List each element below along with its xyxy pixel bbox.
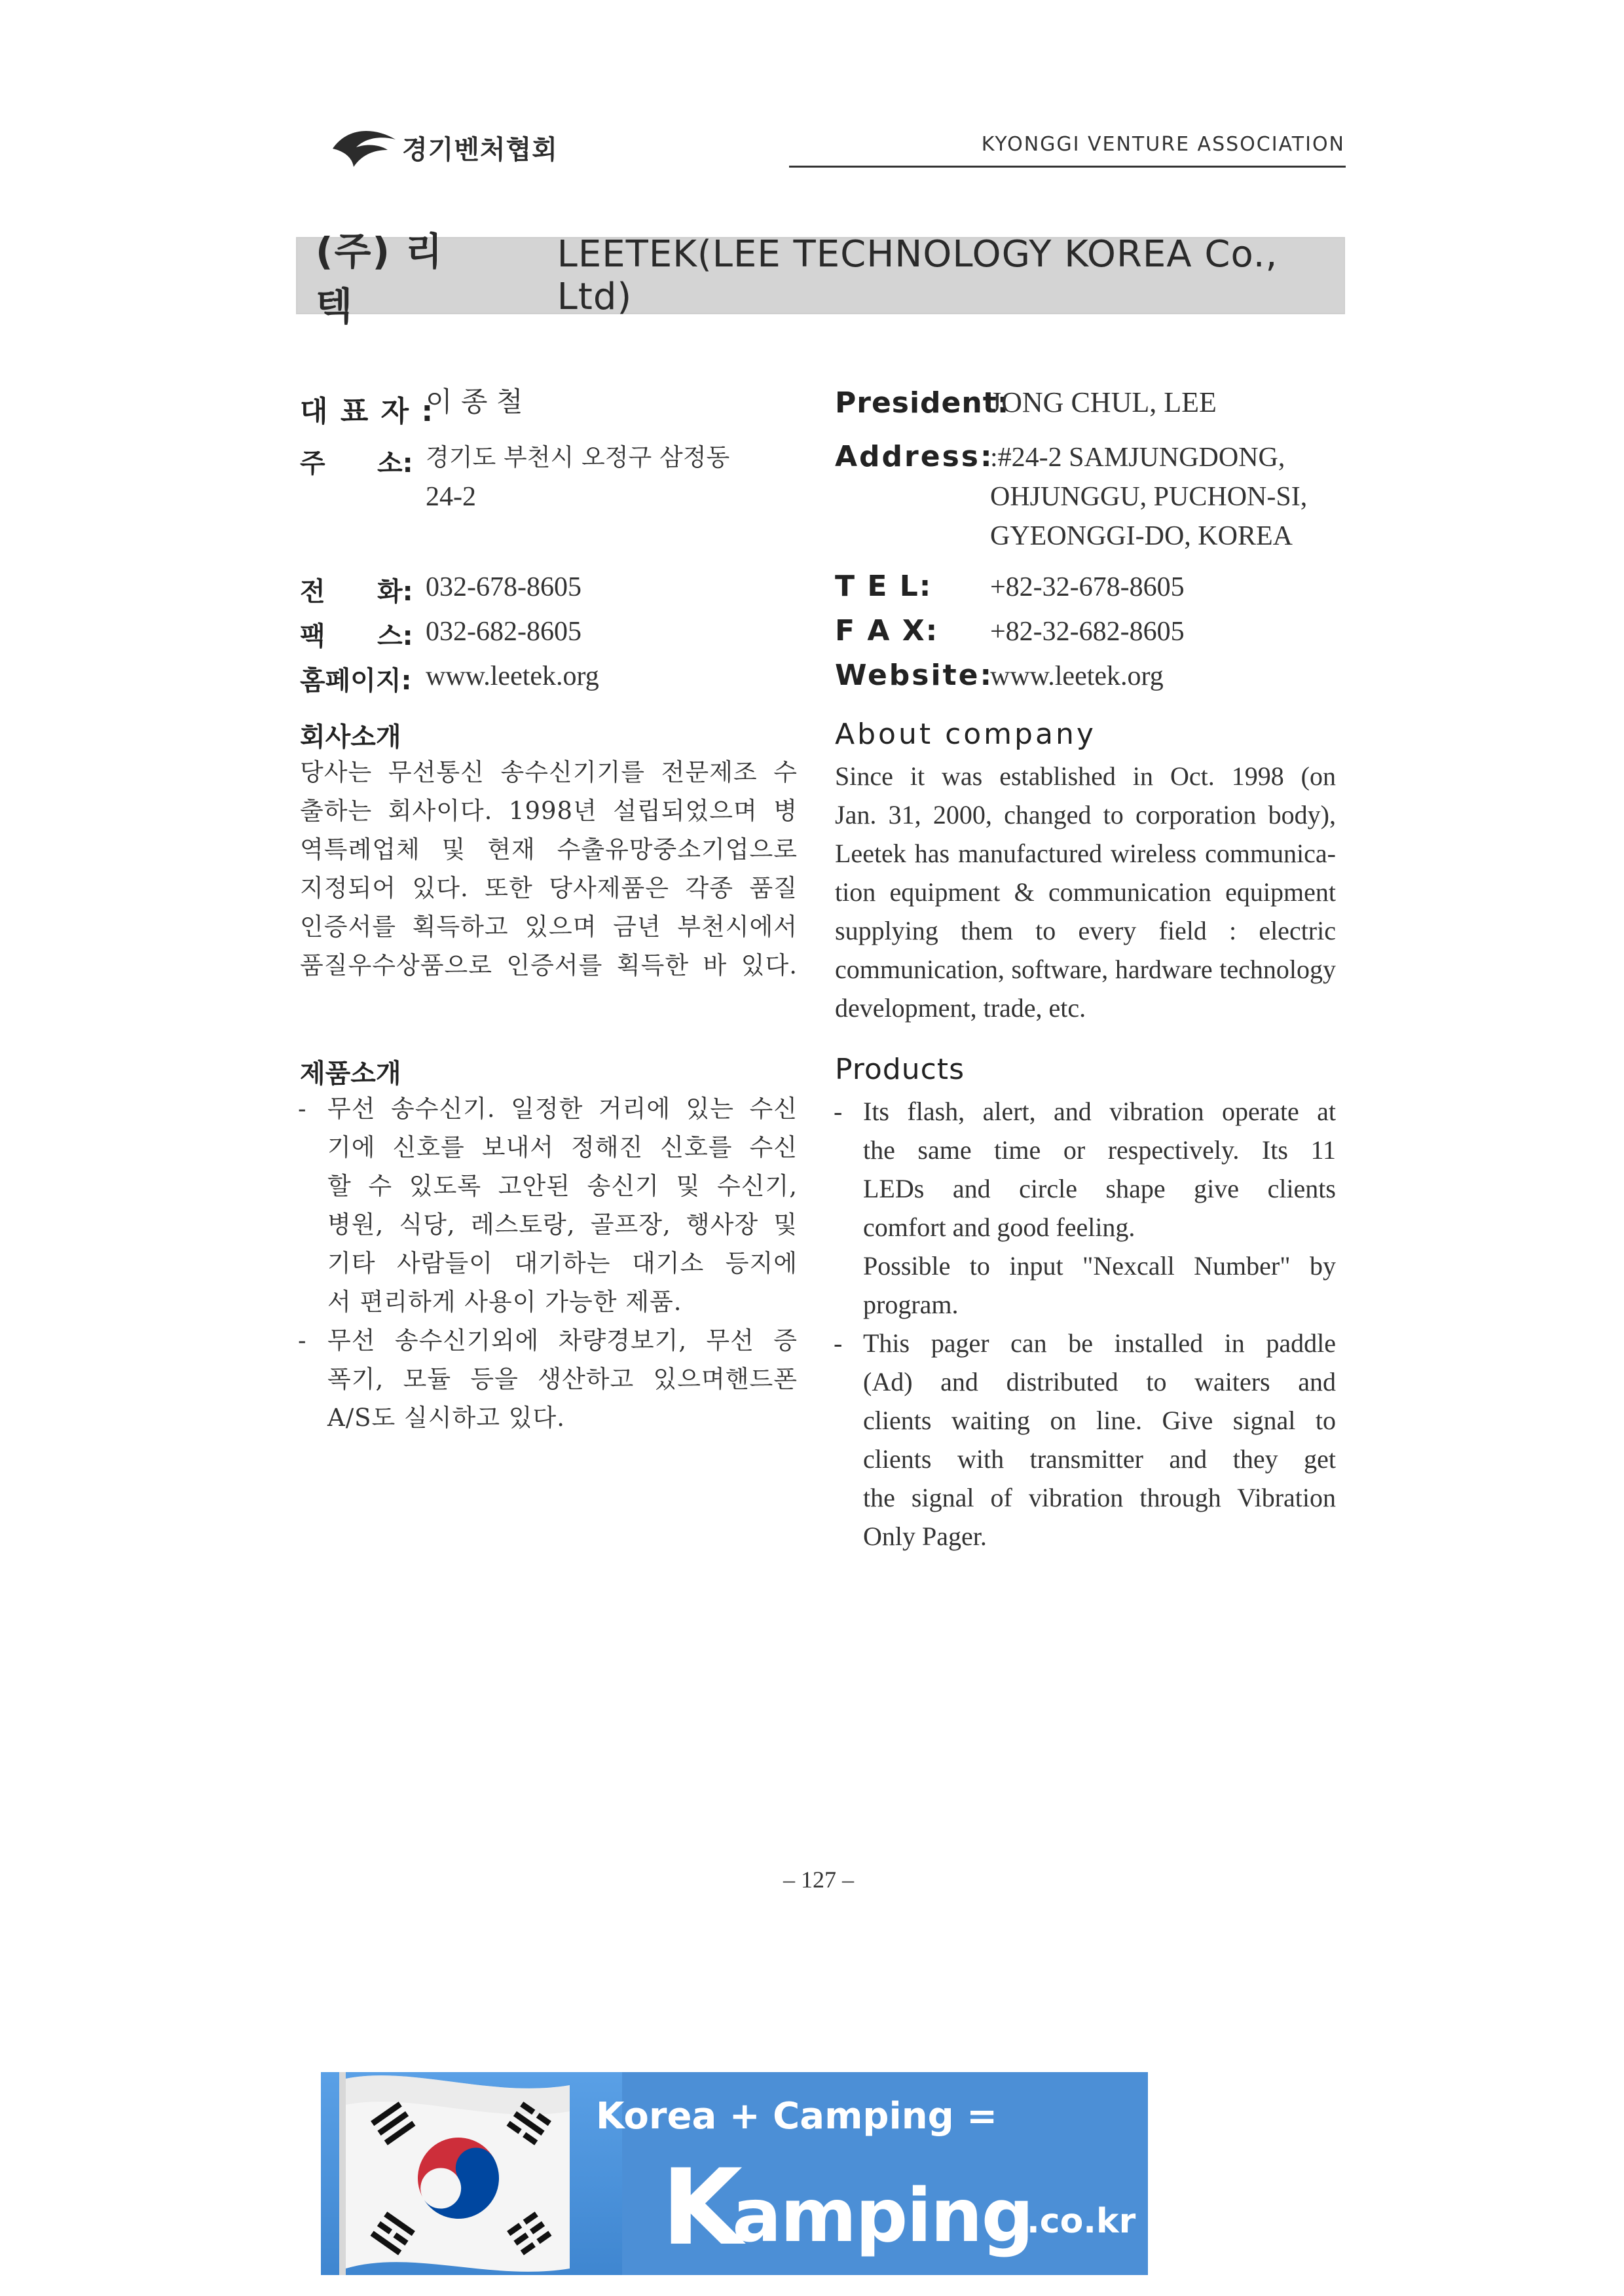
products-heading-en: Products: [835, 1053, 965, 1086]
product-line-ko: 기에 신호를 보내서 정해진 신호를 수신: [327, 1133, 798, 1161]
product-line-en: clients with transmitter and they get: [863, 1444, 1336, 1474]
bullet-dash: -: [834, 1328, 843, 1358]
product-line-en: (Ad) and distributed to waiters and: [863, 1367, 1336, 1396]
kamping-advertisement[interactable]: [321, 2072, 1148, 2275]
about-line-en: supplying them to every field : electric: [835, 916, 1336, 945]
address-value-en-line1: :#24-2 SAMJUNGDONG,: [990, 443, 1285, 473]
about-line-en: Jan. 31, 2000, changed to corporation body),: [835, 800, 1336, 829]
about-text-en: [835, 757, 1336, 1027]
about-line-en: Leetek has manufactured wireless communica-: [835, 839, 1336, 868]
fax-label-ko-2: 스:: [377, 621, 413, 651]
product-line-ko: 병원, 식당, 레스토랑, 골프장, 행사장 및: [327, 1211, 798, 1239]
product-line-ko: 할 수 있도록 고안된 송신기 및 수신기,: [327, 1172, 798, 1200]
korean-flag-icon: [321, 2072, 622, 2275]
fax-label-ko-1: 팩: [300, 621, 325, 651]
header-rule: [789, 166, 1346, 168]
product-line-ko: 기타 사람들이 대기하는 대기소 등지에: [327, 1249, 798, 1277]
fax-value-en: +82-32-682-8605: [990, 617, 1185, 647]
address-value-en-line3: GYEONGGI-DO, KOREA: [990, 521, 1293, 551]
tel-label-ko-2: 화:: [377, 577, 413, 607]
product-line-en: clients waiting on line. Give signal to: [863, 1406, 1336, 1435]
ad-brand-name: amping: [732, 2174, 1033, 2259]
bullet-dash: -: [298, 1326, 307, 1355]
product-line-ko: 무선 송수신기. 일정한 거리에 있는 수신: [327, 1095, 798, 1123]
product-line-en: comfort and good feeling.: [863, 1212, 1135, 1242]
address-label-ko-2: 소:: [377, 448, 413, 479]
product-item-ko: [298, 1321, 798, 1437]
company-name-korean: (주) 리 텍: [316, 229, 444, 329]
association-name: KYONGGI VENTURE ASSOCIATION: [981, 133, 1345, 156]
address-label-en: Address:: [835, 440, 994, 473]
website-value-en[interactable]: www.leetek.org: [990, 661, 1164, 691]
product-line-ko: 무선 송수신기외에 차량경보기, 무선 증: [327, 1326, 798, 1355]
products-heading-ko: 제품소개: [300, 1059, 401, 1089]
about-line-ko: 품질우수상품으로 인증서를 획득한 바 있다.: [300, 951, 798, 979]
address-value-ko-line1: 경기도 부천시 오정구 삼정동: [426, 443, 730, 471]
ad-domain: .co.kr: [1027, 2202, 1136, 2241]
ad-headline: Korea + Camping =: [596, 2095, 998, 2138]
about-line-ko: 역특례업체 및 현재 수출유망중소기업으로: [300, 835, 798, 864]
product-line-en: the signal of vibration through Vibration: [863, 1483, 1336, 1512]
product-line-en: Its flash, alert, and vibration operate at: [863, 1097, 1336, 1126]
website-value-ko[interactable]: www.leetek.org: [426, 661, 599, 691]
product-item-en: [834, 1092, 1336, 1324]
company-title-banner: [296, 229, 1345, 329]
product-line-en: LEDs and circle shape give clients: [863, 1174, 1336, 1203]
product-line-ko: 폭기, 모듈 등을 생산하고 있으며핸드폰: [327, 1365, 798, 1393]
about-line-en: tion equipment & communication equipment: [835, 877, 1336, 907]
about-line-en: communication, software, hardware technology: [835, 955, 1336, 984]
about-line-en: Since it was established in Oct. 1998 (on: [835, 761, 1336, 791]
tel-label-ko-1: 전: [300, 577, 325, 607]
address-label-ko-1: 주: [300, 448, 325, 479]
president-value: JONG CHUL, LEE: [990, 386, 1217, 418]
website-label-en: Website:: [835, 659, 994, 692]
product-line-en: Only Pager.: [863, 1522, 987, 1551]
about-text-ko: [300, 753, 798, 985]
about-line-ko: 출하는 회사이다. 1998년 설립되었으며 병: [300, 797, 798, 825]
bullet-dash: -: [298, 1095, 307, 1123]
product-line-en: This pager can be installed in paddle: [863, 1328, 1336, 1358]
address-value-en-line2: OHJUNGGU, PUCHON-SI,: [990, 482, 1308, 512]
product-item-ko: [298, 1089, 798, 1321]
tel-value-en: +82-32-678-8605: [990, 572, 1185, 602]
products-list-en: [834, 1092, 1336, 1556]
product-item-en: [834, 1324, 1336, 1556]
about-line-ko: 지정되어 있다. 또한 당사제품은 각종 품질: [300, 874, 798, 902]
about-heading-en: About company: [835, 718, 1096, 751]
bullet-dash: -: [834, 1097, 843, 1126]
page-number: – 127 –: [783, 1867, 854, 1893]
about-line-ko: 당사는 무선통신 송수신기기를 전문제조 수: [300, 758, 798, 786]
association-logo: [327, 121, 558, 173]
product-line-en: program.: [863, 1290, 959, 1319]
about-line-ko: 인증서를 획득하고 있으며 금년 부천시에서: [300, 913, 798, 941]
website-label-ko: 홈페이지:: [300, 666, 412, 696]
logo-text: 경기벤처협회: [402, 134, 558, 165]
representative-label: 대 표 자 :: [300, 395, 435, 428]
about-heading-ko: 회사소개: [300, 722, 401, 752]
fax-value-ko: 032-682-8605: [426, 617, 581, 647]
korean-flag-image: [321, 2072, 622, 2275]
president-label: President:: [835, 386, 1010, 420]
product-line-ko: A/S도 실시하고 있다.: [327, 1404, 566, 1432]
product-line-ko: 서 편리하게 사용이 가능한 제품.: [327, 1288, 682, 1316]
address-value-ko-line2: 24-2: [426, 482, 476, 512]
fax-label-en: F A X:: [835, 614, 939, 647]
company-name-english: LEETEK(LEE TECHNOLOGY KOREA Co., Ltd): [557, 233, 1278, 318]
product-line-en: Possible to input "Nexcall Number" by: [863, 1251, 1336, 1281]
swallow-logo-icon: [327, 121, 399, 173]
tel-value-ko: 032-678-8605: [426, 572, 581, 602]
representative-value: 이 종 철: [426, 386, 523, 418]
products-list-ko: [298, 1089, 798, 1437]
ad-brand-initial: K: [661, 2146, 743, 2269]
tel-label-en: T E L:: [835, 570, 932, 603]
about-line-en: development, trade, etc.: [835, 993, 1086, 1023]
product-line-en: the same time or respectively. Its 11: [863, 1135, 1336, 1165]
